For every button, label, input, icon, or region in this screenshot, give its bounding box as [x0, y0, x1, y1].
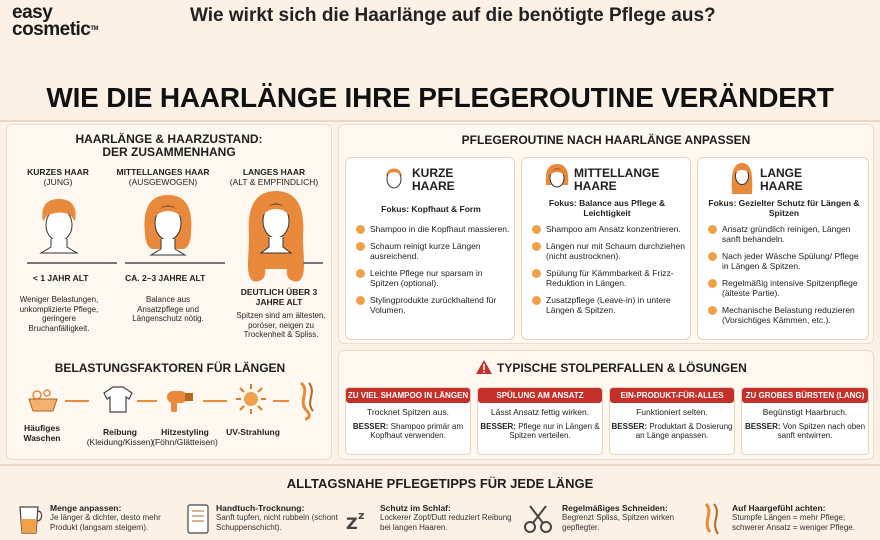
svg-text:z: z: [358, 509, 365, 522]
towel-icon: [184, 503, 212, 535]
main-title: WIE DIE HAARLÄNGE IHRE PFLEGEROUTINE VERÄNDERT: [46, 82, 834, 113]
long-hair-icon: [730, 162, 754, 196]
short-hair-head-icon: [37, 195, 81, 255]
age-short: < 1 JAHR ALT: [33, 273, 89, 283]
bullet-dot: [356, 242, 365, 251]
card-title: [412, 167, 455, 193]
sun-icon: [235, 383, 267, 415]
fix-label: BESSER:: [611, 421, 648, 431]
sweater-icon: [103, 385, 133, 413]
hair-strand-icon: [700, 502, 726, 536]
list-item: [356, 295, 512, 315]
card-title: [760, 167, 803, 193]
routine-card-short: [345, 157, 515, 340]
list-item-text: Ansatz gründlich reinigen, Längen sanft behandeln.: [722, 224, 851, 244]
arrow-3: [303, 262, 323, 264]
column-sub: (AUSGEWOGEN): [128, 177, 198, 187]
pitfall-title: EIN-PRODUKT-FÜR-ALLES: [610, 388, 734, 403]
list-item-text: Mechanische Belastung reduzieren (Vorsichtiges Kämmen, etc.).: [722, 305, 855, 325]
bullet-dot: [708, 225, 717, 234]
list-item: [708, 278, 866, 298]
left-heading: [7, 133, 331, 159]
list-item-text: Regelmäßig intensive Spitzenpflege (älteste Partie).: [722, 278, 858, 298]
list-item-text: Spülung für Kämmbarkeit & Frizz-Reduktion in Längen.: [546, 268, 674, 288]
scissors-icon: [522, 503, 554, 535]
list-item-text: Schaum reinigt kurze Längen ausreichend.: [370, 241, 481, 261]
measuring-cup-icon: [16, 503, 44, 535]
pitfall-card: [609, 387, 735, 455]
hair-strand-icon: [295, 381, 321, 421]
stress-label: Häufiges Waschen: [23, 423, 61, 443]
pitfall-problem: Trocknet Spitzen aus.: [367, 407, 449, 417]
column-name: LANGES HAAR: [242, 167, 306, 177]
stress-item-heat: [147, 427, 223, 447]
column-label-medium: [105, 167, 221, 187]
list-item-text: Shampoo am Ansatz konzentrieren.: [546, 224, 681, 234]
medium-hair-head-icon: [139, 193, 197, 257]
desc-short: Weniger Belastungen, unkomplizierte Pflege, geringere Bruchanfälligkeit.: [19, 295, 99, 333]
card-title-line2: HAARE: [574, 179, 617, 193]
short-hair-icon: [382, 164, 406, 192]
stress-arrow: [273, 400, 289, 402]
desc-medium: Balance aus Ansatzpflege und Längenschutz nötig.: [132, 295, 204, 323]
list-item: [356, 241, 512, 261]
stress-item-uv: [219, 427, 287, 437]
card-list: [708, 224, 866, 332]
column-label-long: [221, 167, 327, 187]
svg-text:Z: Z: [346, 514, 358, 533]
stress-label: UV-Strahlung: [226, 427, 280, 437]
card-title-line2: HAARE: [760, 179, 803, 193]
list-item: [708, 224, 866, 244]
routine-card-long: [697, 157, 869, 340]
tip-text: Stumpfe Längen = mehr Pflege; schwerer Ansatz = weniger Pflege.: [732, 513, 855, 532]
brand-line1: easy: [12, 2, 53, 23]
list-item: [532, 295, 688, 315]
card-title-line1: LANGE: [760, 166, 802, 180]
card-title-line1: KURZE: [412, 166, 454, 180]
warning-icon: [475, 359, 493, 375]
tip-item: [562, 503, 692, 533]
left-heading-line2: DER ZUSAMMENHANG: [102, 145, 236, 159]
bullet-dot: [708, 252, 717, 261]
card-title: [574, 167, 659, 193]
left-heading-line1: HAARLÄNGE & HAARZUSTAND:: [75, 132, 263, 146]
tip-item: [732, 503, 876, 533]
medium-hair-icon: [544, 163, 570, 193]
stress-label: Hitzestyling: [161, 427, 209, 437]
fix-label: BESSER:: [352, 421, 389, 431]
stress-label: Reibung: [103, 427, 137, 437]
pitfall-problem: Funktioniert selten.: [636, 407, 708, 417]
tip-text: Lockerer Zopf/Dutt reduziert Reibung bei langen Haaren.: [380, 513, 512, 532]
age-long: DEUTLICH ÜBER 3 JAHRE ALT: [240, 287, 318, 307]
bullet-dot: [708, 279, 717, 288]
long-hair-head-icon: [243, 189, 309, 285]
list-item: [532, 268, 688, 288]
column-name: KURZES HAAR: [27, 167, 89, 177]
fix-label: BESSER:: [480, 421, 516, 431]
card-title-line1: MITTELLANGE: [574, 166, 660, 180]
bullet-dot: [532, 242, 541, 251]
pitfall-card: [345, 387, 471, 455]
brand-line2: cosmetic: [12, 19, 91, 40]
list-item-text: Längen nur mit Schaum durchziehen (nicht austrocknen).: [546, 241, 685, 261]
hairdryer-icon: [163, 387, 195, 413]
tip-text: Je länger & dichter, desto mehr Produkt (langsam steigern).: [50, 513, 161, 532]
stress-arrow: [203, 400, 227, 402]
pitfall-fix: [610, 422, 734, 441]
card-focus: Fokus: Kopfhaut & Form: [381, 204, 481, 214]
fix-text: Pflege nur in Längen & Spitzen verteilen.: [509, 421, 600, 440]
pitfall-card: [477, 387, 603, 455]
pitfalls-heading: TYPISCHE STOLPERFALLEN & LÖSUNGEN: [497, 361, 747, 375]
stress-arrow: [137, 400, 157, 402]
top-question: Wie wirkt sich die Haarlänge auf die benötigte Pflege aus?: [190, 5, 716, 26]
column-label-short: [15, 167, 101, 187]
pitfall-fix: [742, 422, 868, 441]
bullet-dot: [532, 225, 541, 234]
bullet-dot: [356, 296, 365, 305]
washing-bowl-icon: [27, 387, 59, 413]
sleep-icon: [344, 503, 374, 533]
arrow-2: [125, 262, 225, 264]
tip-text: Begrenzt Spliss, Spitzen wirken gepflegter.: [562, 513, 675, 532]
tip-title: Handtuch-Trocknung:: [216, 503, 305, 513]
list-item-text: Zusatzpflege (Leave-in) in untere Längen & Spitzen.: [546, 295, 671, 315]
bullet-dot: [708, 306, 717, 315]
fix-text: Von Spitzen nach oben sanft entwirren.: [777, 421, 866, 440]
brand-logo: [12, 4, 98, 38]
age-medium: CA. 2–3 JAHRE ALT: [125, 273, 206, 283]
card-focus: Fokus: Gezielter Schutz für Längen & Spitzen: [708, 198, 860, 218]
fix-text: Produktart & Dosierung an Länge anpassen.: [635, 421, 733, 440]
pitfall-title: ZU VIEL SHAMPOO IN LÄNGEN: [346, 388, 470, 403]
tip-text: Sanft tupfen, nicht rubbeln (schont Schuppenschicht).: [216, 513, 338, 532]
pitfall-problem: Begünstigt Haarbruch.: [762, 407, 848, 417]
card-list: [356, 224, 512, 322]
list-item-text: Shampoo in die Kopfhaut massieren.: [370, 224, 510, 234]
list-item-text: Stylingprodukte zurückhaltend für Volumen.: [370, 295, 497, 315]
tip-title: Schutz im Schlaf:: [380, 503, 451, 513]
desc-long: Spitzen sind am ältesten, poröser, neigen zu Trockenheit & Spliss.: [236, 311, 326, 339]
stress-sub: (Föhn/Glätteisen): [152, 437, 218, 447]
list-item: [532, 224, 688, 234]
card-list: [532, 224, 688, 322]
column-sub: (ALT & EMPFINDLICH): [229, 177, 319, 187]
tip-title: Menge anpassen:: [50, 503, 122, 513]
brand-tm: TM: [90, 26, 99, 32]
list-item: [356, 224, 512, 234]
column-name: MITTELLANGES HAAR: [116, 167, 210, 177]
hair-length-panel: [6, 124, 332, 460]
bullet-dot: [356, 225, 365, 234]
stress-heading: BELASTUNGSFAKTOREN FÜR LÄNGEN: [54, 361, 286, 375]
stress-item-washing: [13, 423, 71, 443]
stress-arrow: [65, 400, 89, 402]
divider: [0, 464, 880, 466]
fix-label: BESSER:: [744, 421, 781, 431]
divider: [0, 120, 880, 122]
fix-text: Shampoo primär am Kopfhaut verwenden.: [370, 421, 464, 440]
pitfall-card: [741, 387, 869, 455]
column-sub: (JUNG): [43, 177, 73, 187]
pitfalls-panel: [338, 350, 874, 460]
pitfall-title: ZU GROBES BÜRSTEN (LANG): [742, 388, 868, 403]
arrow-1: [27, 262, 117, 264]
list-item-text: Leichte Pflege nur sparsam in Spitzen (optional).: [370, 268, 483, 288]
tips-heading: ALLTAGSNAHE PFLEGETIPPS FÜR JEDE LÄNGE: [286, 476, 594, 491]
bullet-dot: [532, 296, 541, 305]
list-item: [532, 241, 688, 261]
list-item: [708, 251, 866, 271]
card-title-line2: HAARE: [412, 179, 455, 193]
tip-item: [380, 503, 514, 533]
routine-heading: PFLEGEROUTINE NACH HAARLÄNGE ANPASSEN: [461, 133, 751, 147]
tip-title: Auf Haargefühl achten:: [732, 503, 826, 513]
list-item: [708, 305, 866, 325]
list-item-text: Nach jeder Wäsche Spülung/ Pflege in Längen & Spitzen.: [722, 251, 859, 271]
routine-card-medium: [521, 157, 691, 340]
pitfall-problem: Lässt Ansatz fettig wirken.: [490, 407, 590, 417]
pitfall-title: SPÜLUNG AM ANSATZ: [478, 388, 602, 403]
pitfall-fix: [478, 422, 602, 441]
card-focus: Fokus: Balance aus Pflege & Leichtigkeit: [548, 198, 666, 218]
pitfall-fix: [346, 422, 470, 441]
bullet-dot: [356, 269, 365, 278]
stress-sub: (Kleidung/Kissen): [86, 437, 154, 447]
list-item: [356, 268, 512, 288]
tip-title: Regelmäßiges Schneiden:: [562, 503, 668, 513]
tip-item: [50, 503, 176, 533]
tip-item: [216, 503, 342, 533]
bullet-dot: [532, 269, 541, 278]
